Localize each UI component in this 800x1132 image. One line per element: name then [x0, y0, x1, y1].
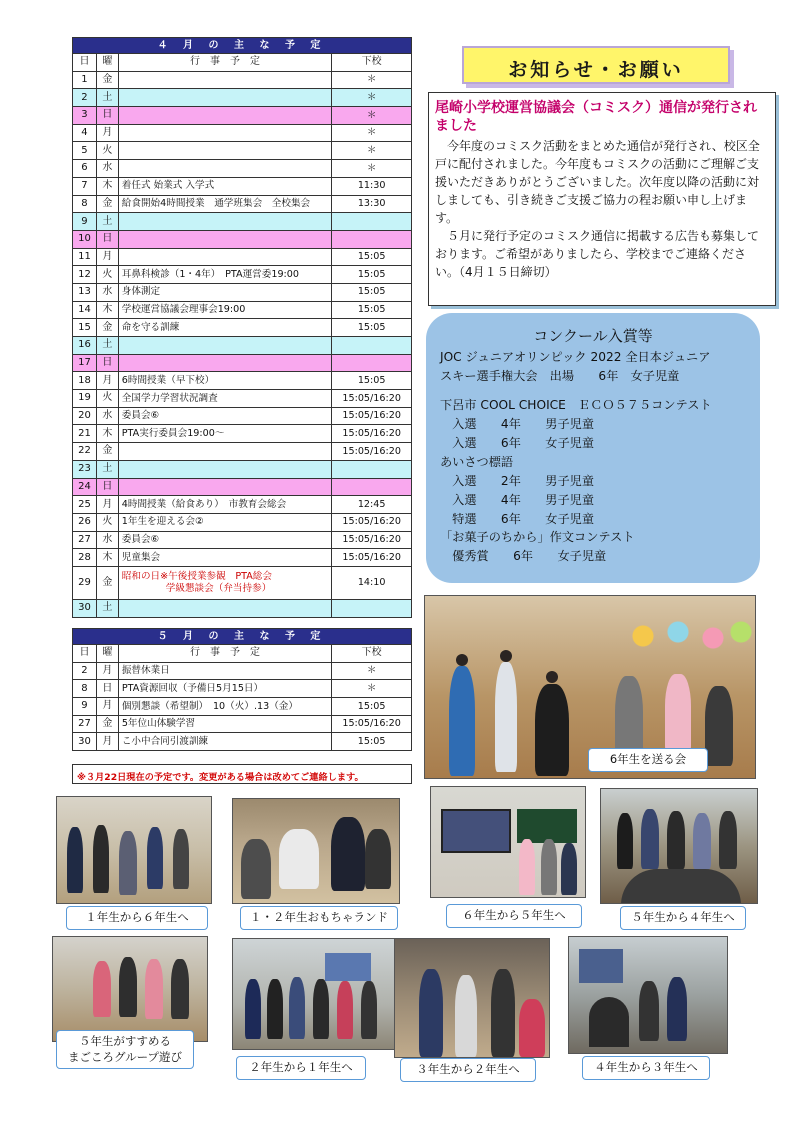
schedule-row [73, 142, 412, 160]
contest-line: 入選 2年 男子児童 [440, 473, 595, 488]
contest-line: 入選 4年 男子児童 [440, 416, 595, 431]
contest-line: あいさつ標語 [440, 454, 514, 469]
caption-grade6-to-grade5: ６年生から５年生へ [446, 904, 582, 928]
schedule-row [73, 319, 412, 337]
photo-grade3-to-grade2 [394, 938, 550, 1058]
photo-grade1-to-grade6 [56, 796, 212, 904]
day-cell: 26 [73, 513, 97, 531]
dismissal-time-cell: 15:05/16:20 [332, 425, 412, 443]
caption-magokoro-group [56, 1030, 194, 1069]
contest-line: 入選 4年 男子児童 [440, 492, 595, 507]
contest-line [440, 386, 746, 396]
dismissal-time-cell: 15:05/16:20 [332, 549, 412, 567]
day-cell: 23 [73, 460, 97, 478]
weekday-cell: 火 [96, 513, 118, 531]
dismissal-time-cell: ＊ [332, 680, 412, 698]
dismissal-time-cell: 15:05/16:20 [332, 715, 412, 733]
day-cell: 28 [73, 549, 97, 567]
schedule-row [73, 715, 412, 733]
weekday-cell: 木 [96, 177, 118, 195]
schedule-row [73, 89, 412, 107]
event-cell: 4時間授業（給食あり） 市教育会総会 [118, 496, 332, 514]
contest-line: スキー選手権大会 出場 6年 女子児童 [440, 369, 680, 384]
event-cell [118, 337, 332, 355]
photo-grade4-to-grade3 [568, 936, 728, 1054]
dismissal-time-cell: ＊ [332, 107, 412, 125]
day-cell: 2 [73, 89, 97, 107]
weekday-cell: 土 [96, 460, 118, 478]
schedule-row [73, 124, 412, 142]
day-cell: 13 [73, 283, 97, 301]
day-cell: 11 [73, 248, 97, 266]
schedule-row [73, 496, 412, 514]
caption-toy-land: １・２年生おもちゃランド [240, 906, 398, 930]
dismissal-time-cell: 13:30 [332, 195, 412, 213]
schedule-row [73, 478, 412, 496]
event-cell: 全国学力学習状況調査 [118, 390, 332, 408]
weekday-cell: 月 [96, 248, 118, 266]
weekday-cell: 水 [96, 283, 118, 301]
contest-panel [426, 313, 760, 583]
schedule-row [73, 599, 412, 617]
event-cell: 振替休業日 [118, 662, 331, 680]
day-cell: 19 [73, 390, 97, 408]
caption-line: ５年生がすすめる [78, 1034, 172, 1048]
day-cell: 9 [73, 213, 97, 231]
photo-toy-land [232, 798, 400, 904]
event-cell: PTA実行委員会19:00～ [118, 425, 332, 443]
event-cell [118, 460, 332, 478]
weekday-cell: 日 [96, 478, 118, 496]
schedule-row [73, 733, 412, 751]
event-cell [118, 124, 332, 142]
notice-paragraph: ５月に発行予定のコミスク通信に掲載する広告も募集しております。ご希望がありましたら、学校までご連絡ください。（4月１５日締切） [435, 229, 760, 280]
event-cell [118, 248, 332, 266]
day-cell: 30 [73, 599, 97, 617]
photo-magokoro-group [52, 936, 208, 1042]
schedule-row [73, 390, 412, 408]
contest-line: JOC ジュニアオリンピック 2022 全日本ジュニア [440, 350, 711, 365]
event-cell [118, 230, 332, 248]
may-title: ５ 月 の 主 な 予 定 [73, 629, 412, 645]
schedule-row [73, 337, 412, 355]
photo-grade6-to-grade5 [430, 786, 586, 898]
dismissal-time-cell [332, 478, 412, 496]
day-cell: 2 [73, 662, 97, 680]
event-cell: こ小中合同引渡訓練 [118, 733, 331, 751]
event-cell [118, 160, 332, 178]
day-cell: 21 [73, 425, 97, 443]
contest-line: 特選 6年 女子児童 [440, 511, 595, 526]
schedule-row [73, 566, 412, 599]
weekday-cell: 金 [96, 195, 118, 213]
event-cell [118, 213, 332, 231]
photo-grade2-to-grade1 [232, 938, 396, 1050]
schedule-row [73, 354, 412, 372]
dismissal-time-cell [332, 213, 412, 231]
event-cell [118, 142, 332, 160]
schedule-row [73, 301, 412, 319]
schedule-note: ※３月22日現在の予定です。変更がある場合は改めてご連絡します。 [72, 764, 412, 784]
event-cell: 学校運営協議会理事会19:00 [118, 301, 332, 319]
day-cell: 30 [73, 733, 97, 751]
dismissal-time-cell [332, 460, 412, 478]
event-cell [118, 443, 332, 461]
event-cell: 個別懇談（希望制） 10（火）.13（金） [118, 698, 331, 716]
dismissal-time-cell: 15:05/16:20 [332, 443, 412, 461]
day-cell: 27 [73, 715, 97, 733]
day-cell: 10 [73, 230, 97, 248]
schedule-row [73, 680, 412, 698]
day-cell: 18 [73, 372, 97, 390]
dismissal-time-cell: 15:05 [332, 698, 412, 716]
col-weekday: 曜 [96, 645, 118, 663]
event-cell [118, 107, 332, 125]
event-cell: 1年生を迎える会② [118, 513, 332, 531]
weekday-cell: 火 [96, 142, 118, 160]
dismissal-time-cell: 12:45 [332, 496, 412, 514]
caption-sending-off: 6年生を送る会 [588, 748, 708, 772]
schedule-row [73, 549, 412, 567]
contest-lines [440, 348, 746, 566]
event-cell: 6時間授業（早下校） [118, 372, 332, 390]
dismissal-time-cell: ＊ [332, 142, 412, 160]
day-cell: 14 [73, 301, 97, 319]
day-cell: 4 [73, 124, 97, 142]
event-cell: 児童集会 [118, 549, 332, 567]
dismissal-time-cell: ＊ [332, 89, 412, 107]
april-schedule-table [72, 37, 412, 618]
col-day: 日 [73, 645, 97, 663]
day-cell: 16 [73, 337, 97, 355]
col-weekday: 曜 [96, 54, 118, 72]
april-title: ４ 月 の 主 な 予 定 [73, 38, 412, 54]
caption-grade5-to-grade4: ５年生から４年生へ [620, 906, 746, 930]
day-cell: 6 [73, 160, 97, 178]
schedule-row [73, 425, 412, 443]
schedule-row [73, 513, 412, 531]
weekday-cell: 火 [96, 390, 118, 408]
event-cell: 着任式 始業式 入学式 [118, 177, 332, 195]
day-cell: 20 [73, 407, 97, 425]
dismissal-time-cell [332, 337, 412, 355]
day-cell: 17 [73, 354, 97, 372]
may-schedule-table [72, 628, 412, 751]
dismissal-time-cell: 15:05 [332, 319, 412, 337]
dismissal-time-cell: ＊ [332, 71, 412, 89]
weekday-cell: 日 [96, 680, 118, 698]
schedule-row [73, 662, 412, 680]
event-cell: 身体測定 [118, 283, 332, 301]
schedule-row [73, 443, 412, 461]
dismissal-time-cell: ＊ [332, 124, 412, 142]
dismissal-time-cell: 15:05/16:20 [332, 390, 412, 408]
dismissal-time-cell [332, 354, 412, 372]
schedule-row [73, 71, 412, 89]
dismissal-time-cell: 15:05 [332, 248, 412, 266]
col-time: 下校 [332, 645, 412, 663]
event-cell [118, 354, 332, 372]
dismissal-time-cell: 15:05 [332, 283, 412, 301]
dismissal-time-cell: ＊ [332, 662, 412, 680]
event-cell [118, 478, 332, 496]
notice-box [428, 92, 776, 306]
event-cell: 命を守る訓練 [118, 319, 332, 337]
schedule-row [73, 177, 412, 195]
contest-line: 優秀賞 6年 女子児童 [440, 549, 607, 564]
schedule-row [73, 266, 412, 284]
notice-title: 尾崎小学校運営協議会（コミスク）通信が発行されました [435, 100, 757, 135]
weekday-cell: 月 [96, 496, 118, 514]
weekday-cell: 金 [96, 443, 118, 461]
dismissal-time-cell: 15:05 [332, 733, 412, 751]
schedule-row [73, 230, 412, 248]
weekday-cell: 木 [96, 425, 118, 443]
day-cell: 15 [73, 319, 97, 337]
contest-line: 「お菓子のちから」作文コンテスト [440, 530, 635, 545]
dismissal-time-cell: 14:10 [332, 566, 412, 599]
weekday-cell: 日 [96, 107, 118, 125]
weekday-cell: 土 [96, 337, 118, 355]
schedule-row [73, 531, 412, 549]
col-event: 行 事 予 定 [118, 54, 332, 72]
col-day: 日 [73, 54, 97, 72]
event-line: 昭和の日※午後授業参観 PTA総会 [121, 570, 272, 582]
dismissal-time-cell: 15:05/16:20 [332, 407, 412, 425]
day-cell: 9 [73, 698, 97, 716]
event-cell: PTA資源回収（予備日5月15日） [118, 680, 331, 698]
day-cell: 25 [73, 496, 97, 514]
event-cell [118, 599, 332, 617]
dismissal-time-cell [332, 599, 412, 617]
weekday-cell: 火 [96, 266, 118, 284]
caption-grade1-to-grade6: １年生から６年生へ [66, 906, 208, 930]
event-cell: 5年位山体験学習 [118, 715, 331, 733]
weekday-cell: 月 [96, 372, 118, 390]
day-cell: 24 [73, 478, 97, 496]
dismissal-time-cell: 15:05 [332, 266, 412, 284]
schedule-row [73, 460, 412, 478]
weekday-cell: 金 [96, 71, 118, 89]
weekday-cell: 木 [96, 549, 118, 567]
photo-grade5-to-grade4 [600, 788, 758, 904]
col-time: 下校 [332, 54, 412, 72]
dismissal-time-cell: 15:05 [332, 301, 412, 319]
dismissal-time-cell: 15:05/16:20 [332, 513, 412, 531]
schedule-row [73, 407, 412, 425]
day-cell: 5 [73, 142, 97, 160]
caption-grade4-to-grade3: ４年生から３年生へ [582, 1056, 710, 1080]
notice-paragraph: 今年度のコミスク活動をまとめた通信が発行され、校区全戸に配付されました。今年度もコミスクの活動にご理解ご支援いただきありがとうございました。次年度以降の活動に対しましても、引き続きご支援ご協力の程お願い申し上げます。 [435, 139, 760, 226]
caption-grade2-to-grade1: ２年生から１年生へ [236, 1056, 366, 1080]
schedule-row [73, 372, 412, 390]
weekday-cell: 土 [96, 89, 118, 107]
caption-grade3-to-grade2: ３年生から２年生へ [400, 1058, 536, 1082]
col-event: 行 事 予 定 [118, 645, 331, 663]
dismissal-time-cell: 11:30 [332, 177, 412, 195]
weekday-cell: 日 [96, 230, 118, 248]
weekday-cell: 月 [96, 733, 118, 751]
event-cell [118, 89, 332, 107]
schedule-row [73, 698, 412, 716]
dismissal-time-cell [332, 230, 412, 248]
weekday-cell: 月 [96, 698, 118, 716]
contest-line: 下呂市 COOL CHOICE ＥＣＯ５７５コンテスト [440, 398, 712, 413]
event-cell: 給食開始4時間授業 通学班集会 全校集会 [118, 195, 332, 213]
schedule-row [73, 195, 412, 213]
event-line: 学級懇談会（弁当持参） [165, 582, 272, 594]
weekday-cell: 土 [96, 213, 118, 231]
weekday-cell: 水 [96, 160, 118, 178]
weekday-cell: 木 [96, 301, 118, 319]
weekday-cell: 金 [96, 715, 118, 733]
dismissal-time-cell: ＊ [332, 160, 412, 178]
weekday-cell: 金 [96, 319, 118, 337]
schedule-row [73, 283, 412, 301]
day-cell: 29 [73, 566, 97, 599]
event-cell [118, 71, 332, 89]
schedule-row [73, 213, 412, 231]
weekday-cell: 日 [96, 354, 118, 372]
day-cell: 7 [73, 177, 97, 195]
weekday-cell: 水 [96, 531, 118, 549]
event-cell [118, 566, 332, 599]
day-cell: 22 [73, 443, 97, 461]
notice-header: お知らせ・お願い [462, 46, 730, 84]
day-cell: 8 [73, 195, 97, 213]
weekday-cell: 水 [96, 407, 118, 425]
day-cell: 27 [73, 531, 97, 549]
day-cell: 8 [73, 680, 97, 698]
dismissal-time-cell: 15:05/16:20 [332, 531, 412, 549]
notice-body [435, 137, 769, 281]
event-cell: 耳鼻科検診（1・4年） PTA運営委19:00 [118, 266, 332, 284]
contest-line: 入選 6年 女子児童 [440, 435, 595, 450]
weekday-cell: 金 [96, 566, 118, 599]
schedule-row [73, 248, 412, 266]
weekday-cell: 月 [96, 662, 118, 680]
schedule-row [73, 160, 412, 178]
contest-title: コンクール入賞等 [533, 327, 653, 345]
event-cell: 委員会⑥ [118, 407, 332, 425]
weekday-cell: 土 [96, 599, 118, 617]
day-cell: 3 [73, 107, 97, 125]
dismissal-time-cell: 15:05 [332, 372, 412, 390]
weekday-cell: 月 [96, 124, 118, 142]
day-cell: 1 [73, 71, 97, 89]
event-cell: 委員会⑥ [118, 531, 332, 549]
caption-line: まごころグループ遊び [67, 1049, 183, 1064]
schedule-row [73, 107, 412, 125]
day-cell: 12 [73, 266, 97, 284]
